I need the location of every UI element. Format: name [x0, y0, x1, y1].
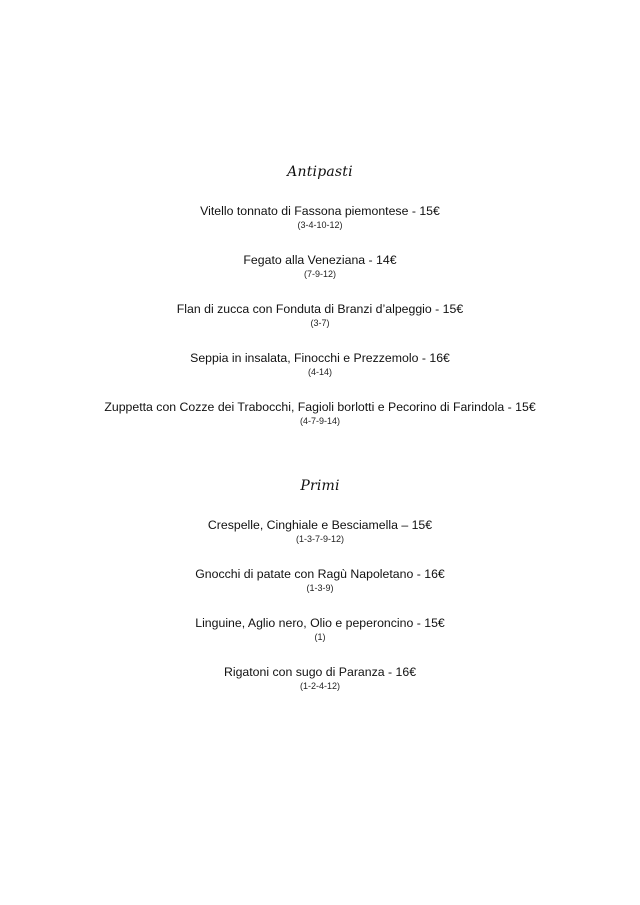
dish-name: Linguine, Aglio nero, Olio e peperoncino - 15€ [195, 616, 445, 630]
primi-section [0, 476, 640, 713]
dish-item [0, 517, 640, 566]
dish-item [0, 399, 640, 448]
dish-item [0, 203, 640, 252]
dish-item [0, 566, 640, 615]
dish-allergens: (3-4-10-12) [297, 220, 343, 230]
dish-item [0, 350, 640, 399]
dish-name: Vitello tonnato di Fassona piemontese - 15€ [200, 204, 440, 218]
dish-item [0, 252, 640, 301]
dish-name: Seppia in insalata, Finocchi e Prezzemolo - 16€ [190, 351, 450, 365]
dish-allergens: (1-3-9) [306, 583, 334, 593]
dish-allergens: (1-3-7-9-12) [295, 534, 344, 544]
primi-title: Primi [300, 478, 340, 494]
dish-item [0, 664, 640, 713]
dish-allergens: (4-14) [307, 367, 332, 377]
dish-allergens: (4-7-9-14) [299, 416, 340, 426]
dish-name: Fegato alla Veneziana - 14€ [243, 253, 397, 267]
antipasti-section [0, 162, 640, 448]
antipasti-title: Antipasti [287, 164, 353, 180]
dish-allergens: (1) [314, 632, 326, 642]
dish-name: Flan di zucca con Fonduta di Branzi d’alpeggio - 15€ [176, 302, 464, 316]
dish-name: Zuppetta con Cozze dei Trabocchi, Fagioli borlotti e Pecorino di Farindola - 15€ [104, 400, 536, 414]
dish-name: Gnocchi di patate con Ragù Napoletano - 16€ [195, 567, 445, 581]
dish-item [0, 615, 640, 664]
dish-item [0, 301, 640, 350]
dish-name: Crespelle, Cinghiale e Besciamella – 15€ [207, 518, 433, 532]
dish-name: Rigatoni con sugo di Paranza - 16€ [223, 665, 417, 679]
dish-allergens: (3-7) [310, 318, 330, 328]
dish-allergens: (1-2-4-12) [299, 681, 340, 691]
dish-allergens: (7-9-12) [303, 269, 336, 279]
